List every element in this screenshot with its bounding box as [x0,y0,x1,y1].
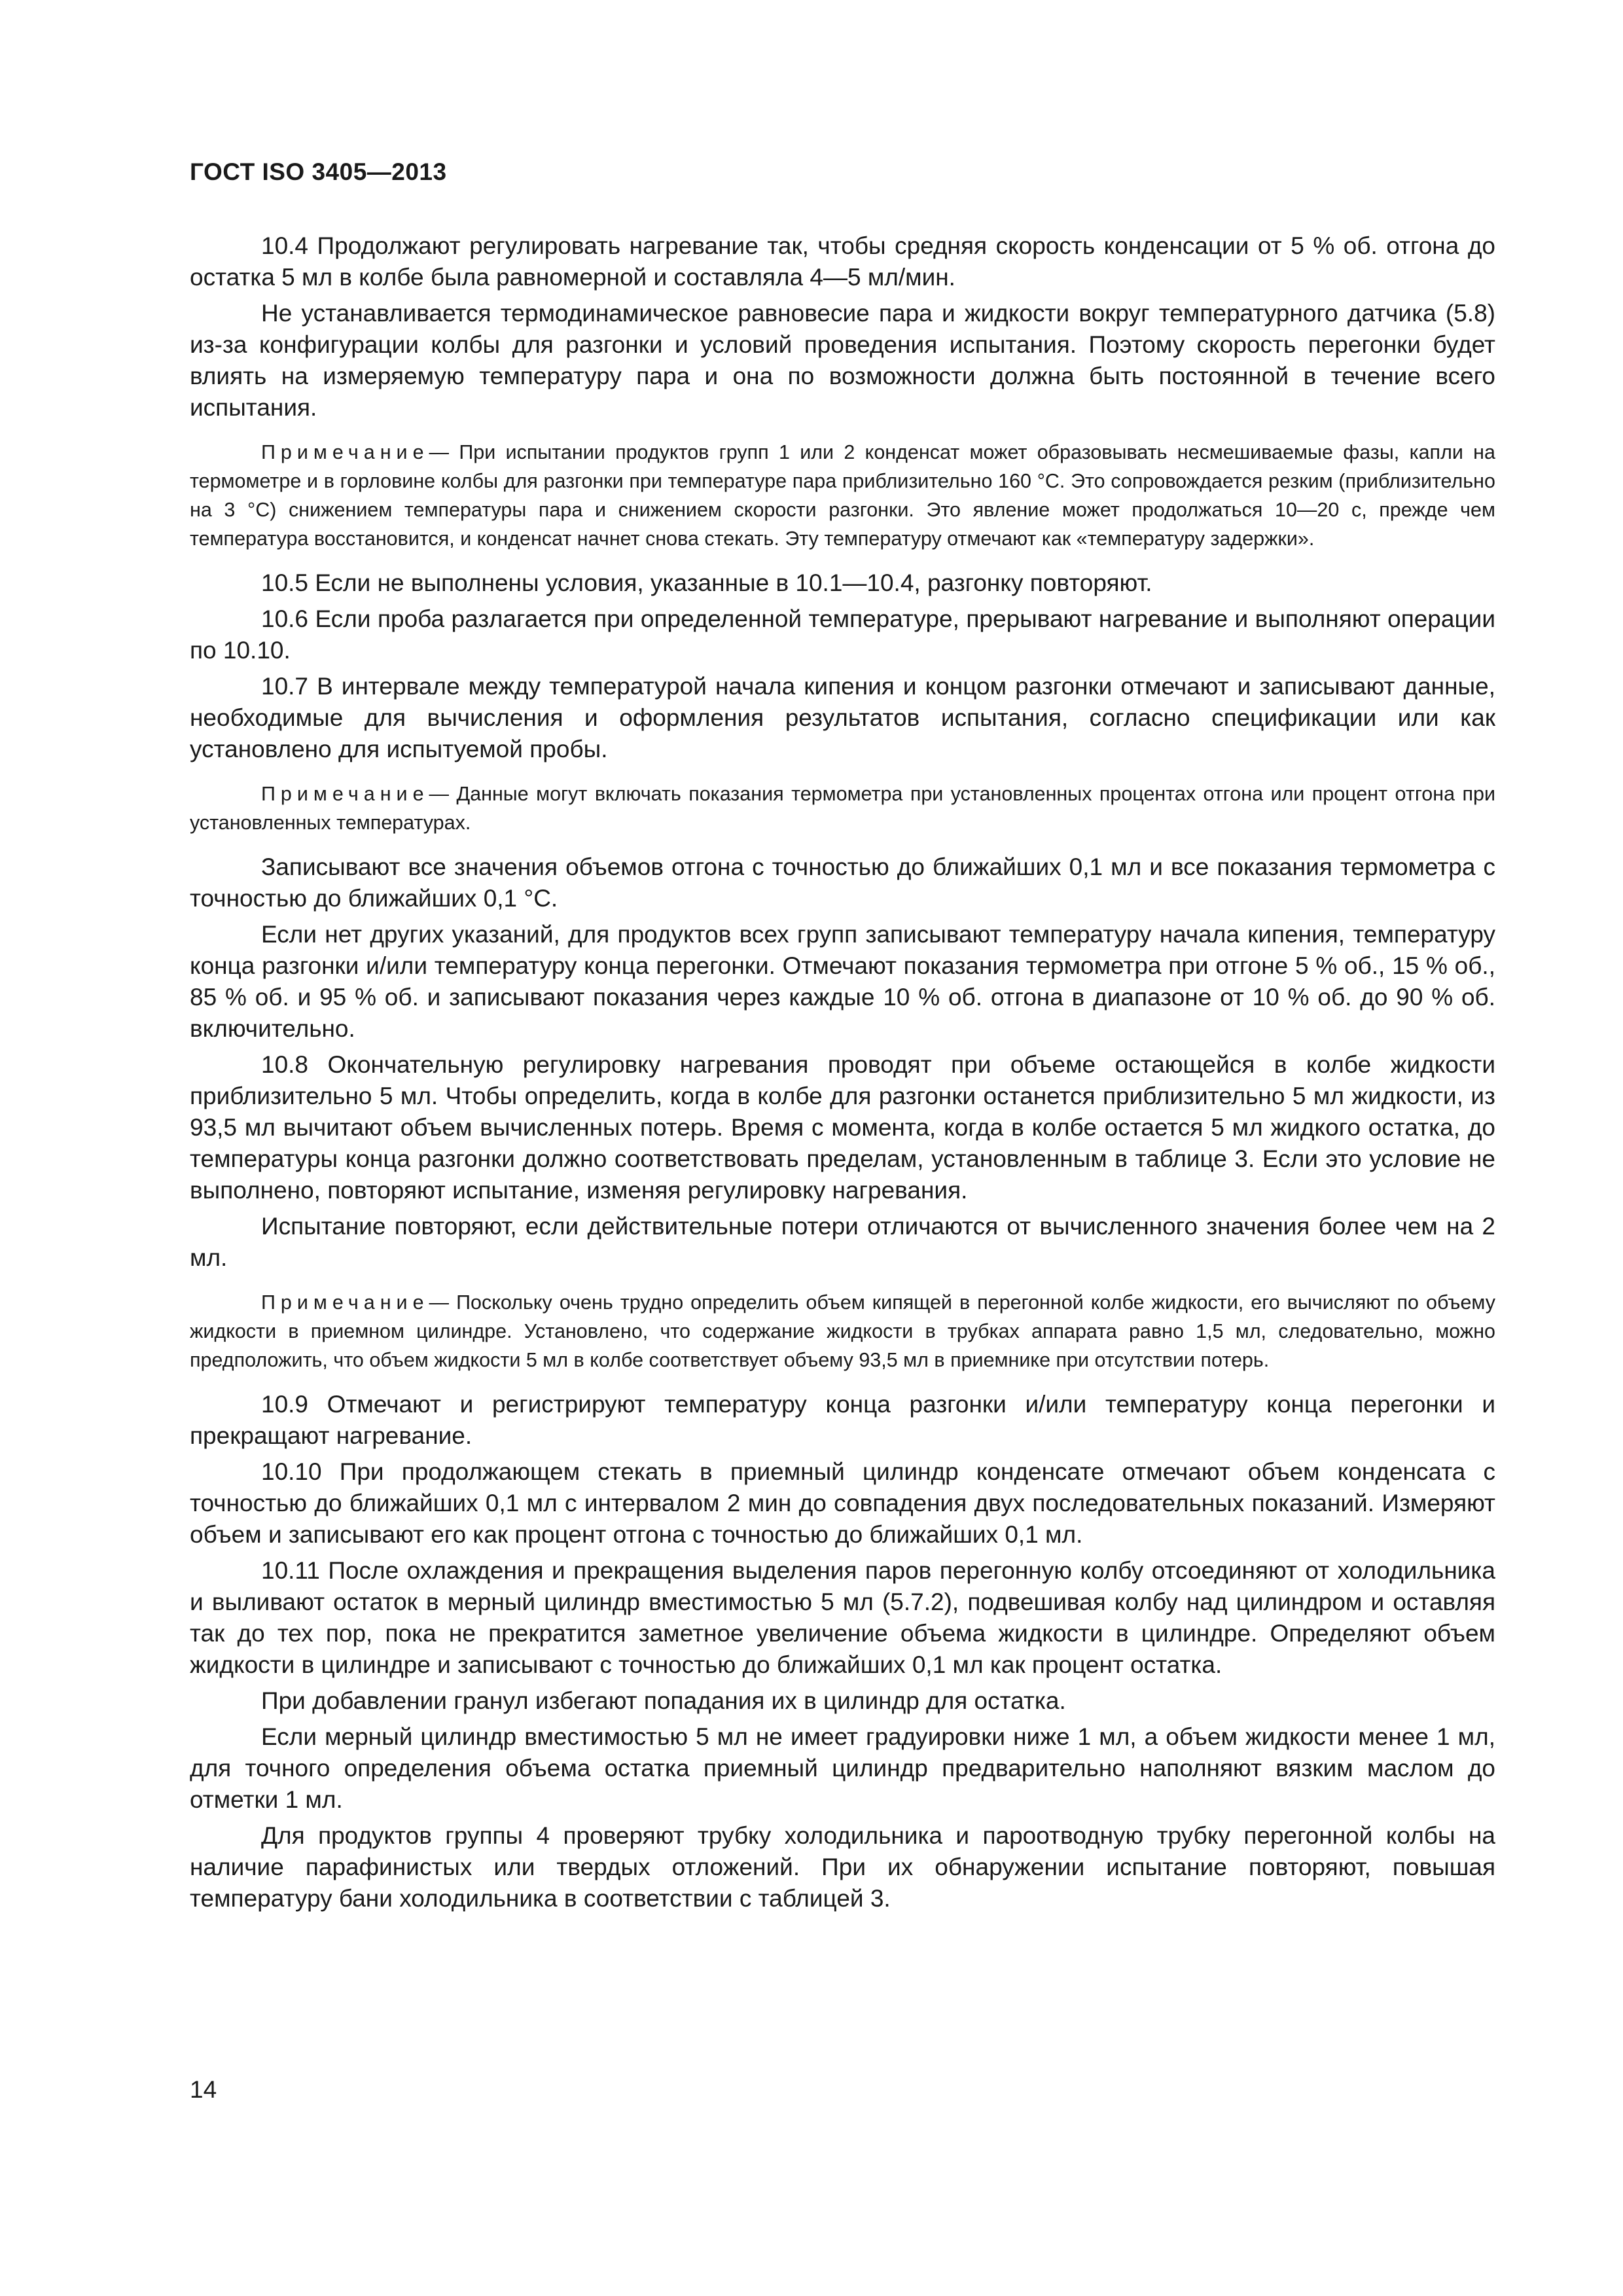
note-flask-volume [190,1288,1495,1374]
paragraph-10-10: 10.10 При продолжающем стекать в приемный цилиндр конденсате отмечают объем конденсата с точностью до ближайших 0,1 мл с интервалом 2 мин до совпадения двух последовательных показаний. Измеряют объем и записывают его как процент отгона с точностью до ближайших 0,1 мл. [190,1458,1495,1548]
paragraph-10-11-granules: При добавлении гранул избегают попадания их в цилиндр для остатка. [261,1687,1066,1714]
note-label: Примечание [261,783,429,805]
document-code-header: ГОСТ ISO 3405—2013 [190,158,447,185]
paragraph-10-7: 10.7 В интервале между температурой начала кипения и концом разгонки отмечают и записывают данные, необходимые для вычисления и оформления результатов испытания, согласно спецификации или как установлено для испытуемой пробы. [190,673,1495,762]
paragraph-10-4-continued: Не устанавливается термодинамическое равновесие пара и жидкости вокруг температурного датчика (5.8) из-за конфигурации колбы для разгонки и условий проведения испытания. Поэтому скорость перегонки будет влиять на измеряемую температуру пара и она по возможности должна быть постоянной в течение всего испытания. [190,300,1495,421]
page-number: 14 [190,2076,217,2103]
paragraph-10-6: 10.6 Если проба разлагается при определенной температуре, прерывают нагревание и выполняют операции по 10.10. [190,605,1495,664]
note-text: — Данные могут включать показания термометра при установленных процентах отгона или процент отгона при установленных температурах. [190,783,1495,834]
paragraph-10-8-repeat: Испытание повторяют, если действительные потери отличаются от вычисленного значения более чем на 2 мл. [190,1213,1495,1271]
document-body [190,230,1495,1919]
paragraph-10-7-groups: Если нет других указаний, для продуктов всех групп записывают температуру начала кипения, температуру конца разгонки и/или температуру конца перегонки. Отмечают показания термометра при отгоне 5 % об., 15 % об., 85 % об. и 95 % об. и записывают показания через каждые 10 % об. отгона в диапазоне от 10 % об. до 90 % об. включительно. [190,921,1495,1042]
paragraph-10-11-group4: Для продуктов группы 4 проверяют трубку холодильника и пароотводную трубку перегонной колбы на наличие парафинистых или твердых отложений. При их обнаружении испытание повторяют, повышая температуру бани холодильника в соответствии с таблицей 3. [190,1822,1495,1912]
paragraph-10-5: 10.5 Если не выполнены условия, указанные в 10.1—10.4, разгонку повторяют. [261,569,1152,596]
paragraph-10-4: 10.4 Продолжают регулировать нагревание так, чтобы средняя скорость конденсации от 5 % об. отгона до остатка 5 мл в колбе была равномерной и составляла 4—5 мл/мин. [190,232,1495,291]
note-label: Примечание [261,1291,429,1314]
note-label: Примечание [261,441,429,463]
paragraph-10-11-cylinder: Если мерный цилиндр вместимостью 5 мл не имеет градуировки ниже 1 мл, а объем жидкости менее 1 мл, для точного определения объема остатка приемный цилиндр предварительно наполняют вязким маслом до отметки 1 мл. [190,1723,1495,1813]
paragraph-10-7-volumes: Записывают все значения объемов отгона с точностью до ближайших 0,1 мл и все показания термометра с точностью до ближайших 0,1 °C. [190,853,1495,912]
paragraph-10-11: 10.11 После охлаждения и прекращения выделения паров перегонную колбу отсоединяют от холодильника и выливают остаток в мерный цилиндр вместимостью 5 мл (5.7.2), подвешивая колбу над цилиндром и оставляя так до тех пор, пока не прекратится заметное увеличение объема жидкости в цилиндре. Определяют объем жидкости в цилиндре и записывают с точностью до ближайших 0,1 мл как процент остатка. [190,1557,1495,1678]
note-text: — При испытании продуктов групп 1 или 2 конденсат может образовывать несмешиваемые фазы, капли на термометре и в горловине колбы для разгонки при температуре пара приблизительно 160 °C. Это сопровождается резким (приблизительно на 3 °C) снижением температуры пара и снижением скорости разгонки. Это явление может продолжаться 10—20 с, прежде чем температура восстановится, и конденсат начнет снова стекать. Эту температуру отмечают как «температуру задержки». [190,441,1495,550]
paragraph-10-8: 10.8 Окончательную регулировку нагревания проводят при объеме остающейся в колбе жидкости приблизительно 5 мл. Чтобы определить, когда в колбе для разгонки останется приблизительно 5 мл жидкости, из 93,5 мл вычитают объем вычисленных потерь. Время с момента, когда в колбе остается 5 мл жидкого остатка, до температуры конца разгонки должно соответствовать пределам, установленным в таблице 3. Если это условие не выполнено, повторяют испытание, изменяя регулировку нагревания. [190,1051,1495,1204]
note-recorded-data [190,780,1495,837]
paragraph-10-9: 10.9 Отмечают и регистрируют температуру конца разгонки и/или температуру конца перегонки и прекращают нагревание. [190,1391,1495,1449]
note-text: — Поскольку очень трудно определить объем кипящей в перегонной колбе жидкости, его вычисляют по объему жидкости в приемном цилиндре. Установлено, что содержание жидкости в трубках аппарата равно 1,5 мл, следовательно, можно предположить, что объем жидкости 5 мл в колбе соответствует объему 93,5 мл в приемнике при отсутствии потерь. [190,1291,1495,1371]
note-temperature-delay [190,438,1495,553]
